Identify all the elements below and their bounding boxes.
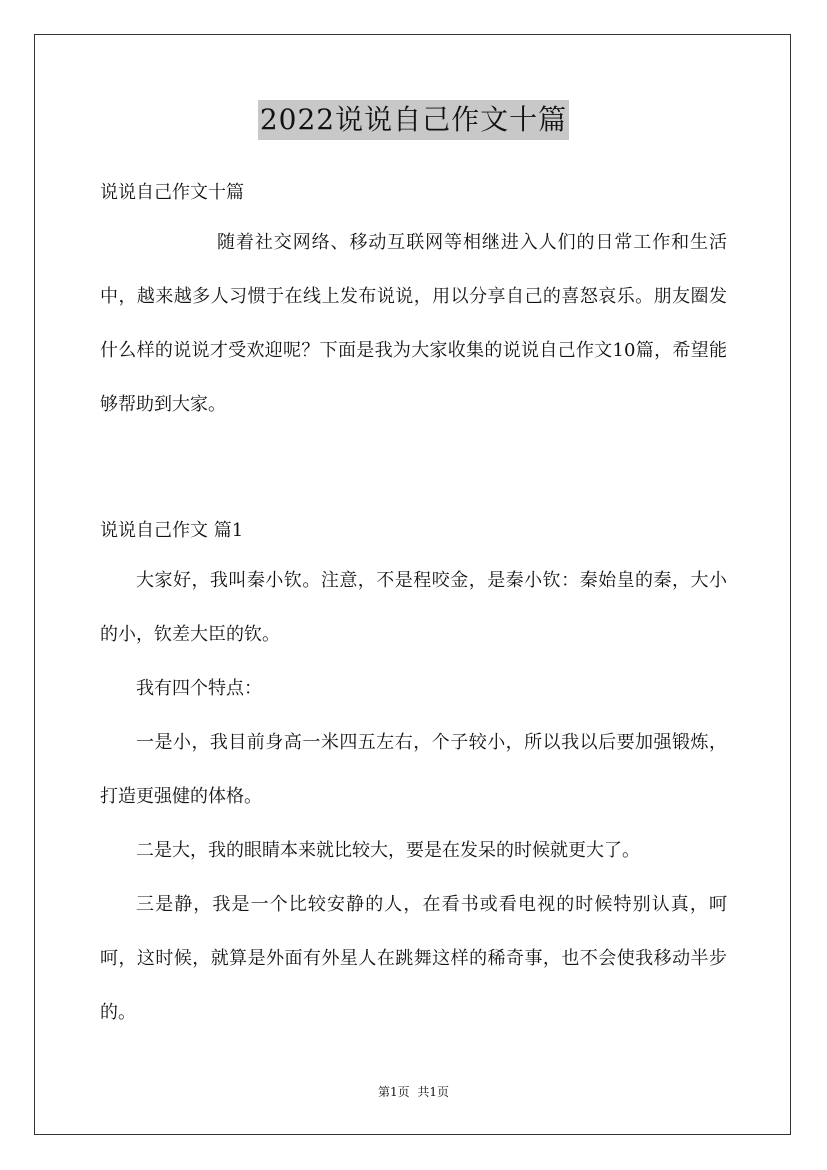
paragraph: 三是静，我是一个比较安静的人，在看书或看电视的时候特别认真，呵呵，这时候，就算是外面有外星人在跳舞这样的稀奇事，也不会使我移动半步的。	[100, 894, 727, 1023]
section-heading: 说说自己作文 篇1	[100, 520, 244, 541]
document-subtitle: 说说自己作文十篇	[100, 182, 244, 203]
paragraph: 大家好，我叫秦小钦。注意，不是程咬金，是秦小钦：秦始皇的秦，大小的小，钦差大臣的钦。	[100, 570, 727, 645]
paragraph: 我有四个特点：	[136, 678, 262, 699]
document-title: 2022说说自己作文十篇	[258, 100, 569, 140]
intro-paragraph: 随着社交网络、移动互联网等相继进入人们的日常工作和生活中，越来越多人习惯于在线上发布说说，用以分享自己的喜怒哀乐。朋友圈发什么样的说说才受欢迎呢？下面是我为大家收集的说说自己作文10篇，希望能够帮助到大家。	[100, 232, 727, 415]
page-footer	[0, 1084, 827, 1100]
page-number: 第1页	[377, 1085, 410, 1099]
title-container	[0, 100, 827, 140]
document-body	[100, 170, 727, 1040]
page-total: 共1页	[417, 1085, 450, 1099]
paragraph: 一是小，我目前身高一米四五左右，个子较小，所以我以后要加强锻炼，打造更强健的体格。	[100, 732, 727, 807]
paragraph: 二是大，我的眼睛本来就比较大，要是在发呆的时候就更大了。	[136, 840, 640, 861]
